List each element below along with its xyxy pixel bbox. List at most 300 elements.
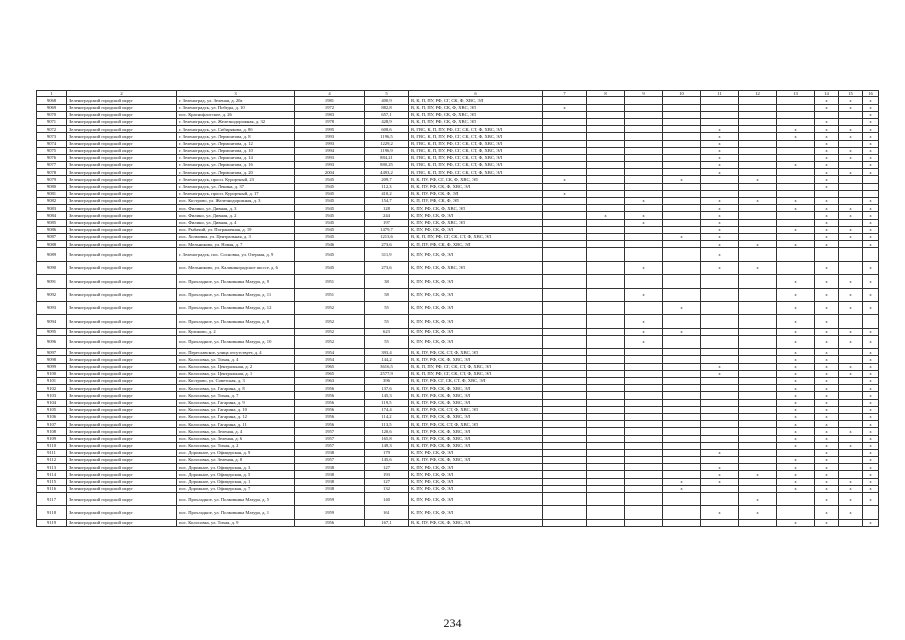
table-row (37, 147, 879, 154)
table-cell-col-15 (839, 241, 863, 248)
table-cell-col-7 (543, 162, 587, 169)
table-cell-col-5: 3616,5 (365, 363, 409, 370)
table-cell-col-1: 9085 (37, 219, 67, 226)
table-cell-col-9 (625, 428, 663, 435)
table-cell-col-15 (839, 435, 863, 442)
table-cell-col-4: 1952 (295, 328, 365, 335)
table-cell-col-1: 9113 (37, 464, 67, 471)
table-cell-col-15 (839, 413, 863, 420)
table-cell-col-12 (739, 154, 777, 161)
table-cell-col-4: 1945 (295, 176, 365, 183)
table-cell-col-8 (587, 111, 625, 118)
table-cell-col-6: В, ГВС, К, П, ПУ, РФ, СГ, СК, СТ, Ф, ХВС, ЭЛ (409, 154, 543, 161)
table-cell-col-6: К, ПУ, РФ, СК, Ф, ЭЛ (409, 506, 543, 519)
table-cell-col-4: 1956 (295, 413, 365, 420)
table-cell-col-5: 145,6 (365, 457, 409, 464)
table-cell-col-1: 9091 (37, 275, 67, 288)
table-row (37, 154, 879, 161)
table-cell-col-11 (701, 97, 739, 104)
table-cell-col-16: x (863, 205, 879, 212)
table-cell-col-1: 9089 (37, 248, 67, 261)
table-cell-col-2: Зеленоградский городской округ (67, 198, 177, 205)
table-cell-col-16 (863, 248, 879, 261)
table-cell-col-11: x (701, 133, 739, 140)
table-cell-col-4: 1954 (295, 356, 365, 363)
table-cell-col-12 (739, 378, 777, 385)
table-cell-col-9 (625, 392, 663, 399)
table-cell-col-4: 1959 (295, 506, 365, 519)
table-cell-col-6: К, П, ПУ, РФ, СК, Ф, ЭЛ (409, 198, 543, 205)
table-cell-col-1: 9093 (37, 301, 67, 314)
table-cell-col-14: x (815, 97, 839, 104)
table-cell-col-12 (739, 111, 777, 118)
table-cell-col-9 (625, 169, 663, 176)
table-cell-col-14: x (815, 335, 839, 348)
table-cell-col-6: К, ПУ, РФ, СК, Ф, ЭЛ (409, 449, 543, 456)
table-cell-col-11: x (701, 212, 739, 219)
table-cell-col-13 (777, 248, 815, 261)
table-cell-col-8 (587, 190, 625, 197)
table-cell-col-6: В, К, ПУ, РФ, СК, Ф, ХВС, ЭЛ (409, 442, 543, 449)
table-cell-col-7 (543, 241, 587, 248)
table-cell-col-7 (543, 406, 587, 413)
table-cell-col-16: x (863, 328, 879, 335)
table-cell-col-11: x (701, 219, 739, 226)
table-cell-col-7 (543, 471, 587, 478)
table-cell-col-5: 273,6 (365, 241, 409, 248)
table-cell-col-13 (777, 183, 815, 190)
table-cell-col-6: В, К, ПУ, РФ, СГ, СК, СТ, Ф, ХВС, ЭЛ (409, 378, 543, 385)
table-cell-col-8 (587, 464, 625, 471)
table-cell-col-14: x (815, 288, 839, 301)
table-cell-col-8 (587, 356, 625, 363)
table-cell-col-12 (739, 457, 777, 464)
table-cell-col-2: Зеленоградский городской округ (67, 421, 177, 428)
table-cell-col-14: x (815, 104, 839, 111)
table-cell-col-11 (701, 275, 739, 288)
table-cell-col-8 (587, 349, 625, 356)
table-cell-col-8 (587, 261, 625, 274)
table-cell-col-11 (701, 406, 739, 413)
table-cell-col-7 (543, 198, 587, 205)
table-cell-col-15 (839, 457, 863, 464)
table-cell-col-10 (663, 140, 701, 147)
table-cell-col-9 (625, 140, 663, 147)
table-cell-col-1: 9084 (37, 212, 67, 219)
table-cell-col-8 (587, 241, 625, 248)
table-row (37, 212, 879, 219)
table-cell-col-4: 1945 (295, 226, 365, 233)
table-cell-col-8 (587, 413, 625, 420)
table-cell-col-6: К, ПУ, РФ, СК, Ф, ЭЛ (409, 471, 543, 478)
table-cell-col-5: 145,3 (365, 392, 409, 399)
table-cell-col-6: В, К, ПУ, РФ, СК, Ф, ХВС, ЭЛ (409, 399, 543, 406)
table-cell-col-16: x (863, 356, 879, 363)
table-cell-col-3: г. Зеленоградск, ул. Лермонтова, д. 14 (177, 154, 295, 161)
table-cell-col-12 (739, 421, 777, 428)
table-row (37, 288, 879, 301)
table-cell-col-11 (701, 315, 739, 328)
table-cell-col-8 (587, 328, 625, 335)
table-cell-col-16 (863, 190, 879, 197)
table-cell-col-1: 9077 (37, 162, 67, 169)
table-cell-col-11 (701, 413, 739, 420)
table-cell-col-16: x (863, 198, 879, 205)
table-cell-col-12 (739, 248, 777, 261)
table-cell-col-6: В, К, ПУ, РФ, СК, СТ, Ф, ХВС, ЭЛ (409, 349, 543, 356)
table-cell-col-7 (543, 370, 587, 377)
table-cell-col-3: пос. Колосовка, ул. Тихая, д. 9 (177, 519, 295, 526)
table-cell-col-12 (739, 301, 777, 314)
table-cell-col-10 (663, 356, 701, 363)
table-cell-col-13: x (777, 349, 815, 356)
table-cell-col-3: г. Зеленоградск, просп. Курортный, 23 (177, 176, 295, 183)
table-cell-col-14: x (815, 154, 839, 161)
table-row (37, 183, 879, 190)
table-cell-col-6: В, К, П, ПУ, РФ, СГ, СК, СТ, Ф, ХВС, ЭЛ (409, 363, 543, 370)
table-cell-col-13: x (777, 435, 815, 442)
table-cell-col-10 (663, 392, 701, 399)
table-cell-col-12 (739, 315, 777, 328)
table-cell-col-13: x (777, 205, 815, 212)
table-cell-col-14: x (815, 183, 839, 190)
table-cell-col-9 (625, 435, 663, 442)
table-cell-col-15 (839, 471, 863, 478)
table-cell-col-13 (777, 449, 815, 456)
table-cell-col-7 (543, 226, 587, 233)
table-cell-col-16: x (863, 226, 879, 233)
table-cell-col-12 (739, 205, 777, 212)
table-cell-col-15: x (839, 169, 863, 176)
table-cell-col-4: 1959 (295, 493, 365, 506)
table-cell-col-11 (701, 442, 739, 449)
table-cell-col-2: Зеленоградский городской округ (67, 335, 177, 348)
table-cell-col-5: 193 (365, 471, 409, 478)
table-cell-col-8 (587, 471, 625, 478)
table-cell-col-12: x (739, 198, 777, 205)
table-cell-col-2: Зеленоградский городской округ (67, 413, 177, 420)
table-cell-col-3: пос. Прохладное, ул. Полковника Мазура, д. 12 (177, 301, 295, 314)
table-cell-col-5: 161 (365, 506, 409, 519)
table-cell-col-7 (543, 506, 587, 519)
table-cell-col-9 (625, 190, 663, 197)
table-cell-col-7 (543, 363, 587, 370)
table-cell-col-3: г. Зеленоград, ул. Зеленая, д. 20а (177, 97, 295, 104)
table-cell-col-4: 1957 (295, 442, 365, 449)
table-cell-col-6: В, К, ПУ, РФ, СК, Ф, ХВС, ЭЛ (409, 183, 543, 190)
table-cell-col-15 (839, 162, 863, 169)
table-cell-col-1: 9069 (37, 104, 67, 111)
table-row (37, 261, 879, 274)
table-cell-col-3: г. Зеленоградск, ул. Лермонтова, д. 16 (177, 162, 295, 169)
table-cell-col-1: 9096 (37, 335, 67, 348)
table-cell-col-16: x (863, 233, 879, 240)
column-header-7: 7 (543, 91, 587, 97)
table-row (37, 449, 879, 456)
table-cell-col-3: пос. Филино, ул. Дивная, д. 2 (177, 212, 295, 219)
table-cell-col-16: x (863, 493, 879, 506)
table-cell-col-15: x (839, 212, 863, 219)
table-cell-col-7 (543, 519, 587, 526)
table-cell-col-3: пос. Колосовка, ул. Центральная, д. 2 (177, 363, 295, 370)
table-cell-col-10 (663, 162, 701, 169)
table-cell-col-15: x (839, 485, 863, 492)
table-cell-col-6: В, К, ПУ, РФ, СГ, СК, Ф, ХВС, ЭЛ (409, 176, 543, 183)
table-cell-col-2: Зеленоградский городской округ (67, 478, 177, 485)
table-cell-col-6: К, ПУ, РФ, СК, Ф, ХВС, ЭЛ (409, 261, 543, 274)
table-cell-col-1: 9112 (37, 457, 67, 464)
table-cell-col-8 (587, 428, 625, 435)
table-cell-col-7 (543, 111, 587, 118)
table-cell-col-8 (587, 97, 625, 104)
table-cell-col-6: В, К, ПУ, РФ, СК, СТ, Ф, ХВС, ЭЛ (409, 421, 543, 428)
table-cell-col-7 (543, 233, 587, 240)
table-cell-col-5: 1229,2 (365, 140, 409, 147)
table-cell-col-7 (543, 421, 587, 428)
table-cell-col-4: 1945 (295, 183, 365, 190)
table-cell-col-7 (543, 428, 587, 435)
table-cell-col-1: 9072 (37, 126, 67, 133)
table-cell-col-13 (777, 104, 815, 111)
table-cell-col-11: x (701, 261, 739, 274)
table-cell-col-6: В, ГВС, К, П, ПУ, РФ, СГ, СК, СТ, Ф, ХВС, ЭЛ (409, 147, 543, 154)
table-cell-col-7 (543, 413, 587, 420)
table-cell-col-7 (543, 485, 587, 492)
table-cell-col-13: x (777, 457, 815, 464)
table-body (37, 97, 879, 527)
table-cell-col-4: 1965 (295, 363, 365, 370)
table-cell-col-13: x (777, 356, 815, 363)
table-cell-col-14: x (815, 506, 839, 519)
table-cell-col-9: x (625, 261, 663, 274)
table-cell-col-15 (839, 248, 863, 261)
table-cell-col-6: В, ГВС, К, П, ПУ, РФ, СГ, СК, СТ, Ф, ХВС, ЭЛ (409, 169, 543, 176)
table-cell-col-3: пос. Дорожное, ул. Офицерская, д. 7 (177, 485, 295, 492)
table-cell-col-6: В, К, П, ПУ, РФ, СК, Ф, ХВС, ЭЛ (409, 118, 543, 125)
table-cell-col-14: x (815, 169, 839, 176)
table-cell-col-15: x (839, 226, 863, 233)
table-cell-col-7 (543, 118, 587, 125)
table-cell-col-14: x (815, 478, 839, 485)
table-cell-col-16: x (863, 478, 879, 485)
table-cell-col-4: 1945 (295, 212, 365, 219)
table-cell-col-15: x (839, 301, 863, 314)
table-cell-col-16: x (863, 154, 879, 161)
table-cell-col-9 (625, 370, 663, 377)
table-cell-col-14 (815, 248, 839, 261)
table-cell-col-3: пос. Колосовка, ул. Тихая, д. 2 (177, 442, 295, 449)
table-cell-col-15: x (839, 133, 863, 140)
table-cell-col-15 (839, 198, 863, 205)
table-cell-col-14: x (815, 471, 839, 478)
table-cell-col-2: Зеленоградский городской округ (67, 399, 177, 406)
table-cell-col-3: пос. Мельниково, ул. Калининградское шоссе, д. 6 (177, 261, 295, 274)
column-header-1: 1 (37, 91, 67, 97)
table-row (37, 421, 879, 428)
table-cell-col-13: x (777, 315, 815, 328)
table-cell-col-9: x (625, 315, 663, 328)
table-cell-col-16: x (863, 385, 879, 392)
table-cell-col-13: x (777, 378, 815, 385)
table-cell-col-9 (625, 464, 663, 471)
table-cell-col-12 (739, 226, 777, 233)
table-row (37, 392, 879, 399)
table-cell-col-10 (663, 413, 701, 420)
table-cell-col-1: 9068 (37, 97, 67, 104)
table-cell-col-7 (543, 261, 587, 274)
table-cell-col-12 (739, 335, 777, 348)
table-row (37, 356, 879, 363)
table-cell-col-15: x (839, 478, 863, 485)
table-cell-col-11: x (701, 241, 739, 248)
table-cell-col-5: 311,9 (365, 248, 409, 261)
column-header-3: 3 (177, 91, 295, 97)
table-cell-col-4: 1956 (295, 421, 365, 428)
table-cell-col-7 (543, 183, 587, 190)
table-cell-col-6: В, К, ПУ, РФ, СК, Ф, ХВС, ЭЛ (409, 356, 543, 363)
table-row (37, 349, 879, 356)
table-row (37, 485, 879, 492)
table-cell-col-4: 1994 (295, 147, 365, 154)
table-cell-col-12 (739, 169, 777, 176)
table-cell-col-14: x (815, 261, 839, 274)
table-cell-col-9 (625, 154, 663, 161)
table-cell-col-8: x (587, 212, 625, 219)
table-cell-col-1: 9115 (37, 478, 67, 485)
table-cell-col-14: x (815, 162, 839, 169)
table-cell-col-2: Зеленоградский городской округ (67, 154, 177, 161)
table-cell-col-13: x (777, 519, 815, 526)
table-cell-col-11 (701, 190, 739, 197)
table-cell-col-15 (839, 315, 863, 328)
table-cell-col-6: К, ПУ, РФ, СК, Ф, ЭЛ (409, 328, 543, 335)
table-cell-col-5: 428,9 (365, 118, 409, 125)
table-cell-col-13: x (777, 328, 815, 335)
table-cell-col-3: г. Зеленоградск, ул. Лермонтова, д. 12 (177, 140, 295, 147)
table-cell-col-1: 9083 (37, 205, 67, 212)
table-cell-col-10 (663, 198, 701, 205)
column-header-9: 9 (625, 91, 663, 97)
table-row (37, 464, 879, 471)
table-row (37, 315, 879, 328)
table-cell-col-10 (663, 435, 701, 442)
table-cell-col-6: К, ПУ, РФ, СК, Ф, ХВС, ЭЛ (409, 205, 543, 212)
table-cell-col-13: x (777, 464, 815, 471)
table-cell-col-11 (701, 176, 739, 183)
table-cell-col-16: x (863, 349, 879, 356)
table-cell-col-14: x (815, 219, 839, 226)
table-cell-col-14: x (815, 176, 839, 183)
table-cell-col-4: 1978 (295, 118, 365, 125)
table-cell-col-5: 884,21 (365, 154, 409, 161)
table-cell-col-9 (625, 506, 663, 519)
table-cell-col-4: 1956 (295, 406, 365, 413)
table-cell-col-3: пос. Колосовка, ул. Гагарина, д. 10 (177, 406, 295, 413)
table-cell-col-6: В, К, П, ПУ, РФ, СГ, СК, СТ, Ф, ХВС, ЭЛ (409, 233, 543, 240)
table-cell-col-3: пос. Рыбачий, ул. Пограничная, д. 19 (177, 226, 295, 233)
table-cell-col-10 (663, 205, 701, 212)
table-cell-col-1: 9081 (37, 190, 67, 197)
table-cell-col-14: x (815, 413, 839, 420)
table-cell-col-12 (739, 428, 777, 435)
table-cell-col-10 (663, 126, 701, 133)
table-cell-col-10 (663, 275, 701, 288)
table-cell-col-6: В, К, П, ПУ, РФ, СК, Ф, ХВС, ЭЛ (409, 104, 543, 111)
table-cell-col-1: 9108 (37, 428, 67, 435)
table-cell-col-7 (543, 478, 587, 485)
table-cell-col-8 (587, 493, 625, 506)
table-cell-col-8 (587, 104, 625, 111)
table-cell-col-10: x (663, 176, 701, 183)
table-cell-col-3: пос. Колосовка, ул. Гагарина, д. 11 (177, 421, 295, 428)
table-row (37, 442, 879, 449)
table-row (37, 385, 879, 392)
table-cell-col-6: В, ГВС, К, П, ПУ, РФ, СГ, СК, СТ, Ф, ХВС, ЭЛ (409, 126, 543, 133)
table-cell-col-8 (587, 478, 625, 485)
page-number: 234 (443, 616, 462, 630)
table-cell-col-9 (625, 118, 663, 125)
table-cell-col-14: x (815, 493, 839, 506)
table-cell-col-9 (625, 183, 663, 190)
table-cell-col-9 (625, 385, 663, 392)
table-cell-col-9 (625, 176, 663, 183)
table-cell-col-8 (587, 485, 625, 492)
table-cell-col-16: x (863, 363, 879, 370)
table-cell-col-7 (543, 140, 587, 147)
table-cell-col-13: x (777, 471, 815, 478)
table-cell-col-13 (777, 118, 815, 125)
table-cell-col-11 (701, 335, 739, 348)
table-cell-col-2: Зеленоградский городской округ (67, 449, 177, 456)
table-cell-col-11: x (701, 506, 739, 519)
table-cell-col-14: x (815, 140, 839, 147)
table-cell-col-3: пос. Дорожное, ул. Офицерская, д. 9 (177, 449, 295, 456)
table-cell-col-14: x (815, 315, 839, 328)
table-cell-col-5: 113,5 (365, 421, 409, 428)
table-cell-col-7 (543, 315, 587, 328)
table-cell-col-10 (663, 315, 701, 328)
table-cell-col-1: 9106 (37, 413, 67, 420)
table-cell-col-12 (739, 406, 777, 413)
table-cell-col-2: Зеленоградский городской округ (67, 248, 177, 261)
table-cell-col-2: Зеленоградский городской округ (67, 506, 177, 519)
table-cell-col-8 (587, 363, 625, 370)
table-cell-col-15: x (839, 288, 863, 301)
table-cell-col-8 (587, 205, 625, 212)
table-cell-col-3: пос. Переславское, улица отсутствует, д. 4 (177, 349, 295, 356)
table-cell-col-4: 1938 (295, 485, 365, 492)
table-cell-col-2: Зеленоградский городской округ (67, 435, 177, 442)
table-cell-col-9 (625, 111, 663, 118)
table-cell-col-10 (663, 421, 701, 428)
table-cell-col-3: г. Зеленоградск, ул. Лермонтова, д. 10 (177, 147, 295, 154)
table-cell-col-14: x (815, 370, 839, 377)
table-cell-col-2: Зеленоградский городской округ (67, 133, 177, 140)
table-cell-col-5: 174,4 (365, 406, 409, 413)
table-cell-col-4: 2004 (295, 169, 365, 176)
table-cell-col-5: 197 (365, 219, 409, 226)
table-row (37, 205, 879, 212)
table-cell-col-3: г. Зеленоградск, ул. Ленина, д. 37 (177, 183, 295, 190)
table-cell-col-13 (777, 212, 815, 219)
table-cell-col-9 (625, 356, 663, 363)
table-cell-col-14: x (815, 378, 839, 385)
table-cell-col-3: пос. Колосовка, ул. Центральная, д. 1 (177, 370, 295, 377)
table-cell-col-2: Зеленоградский городской округ (67, 493, 177, 506)
table-cell-col-5: 149,3 (365, 442, 409, 449)
table-cell-col-15: x (839, 428, 863, 435)
table-cell-col-14: x (815, 485, 839, 492)
